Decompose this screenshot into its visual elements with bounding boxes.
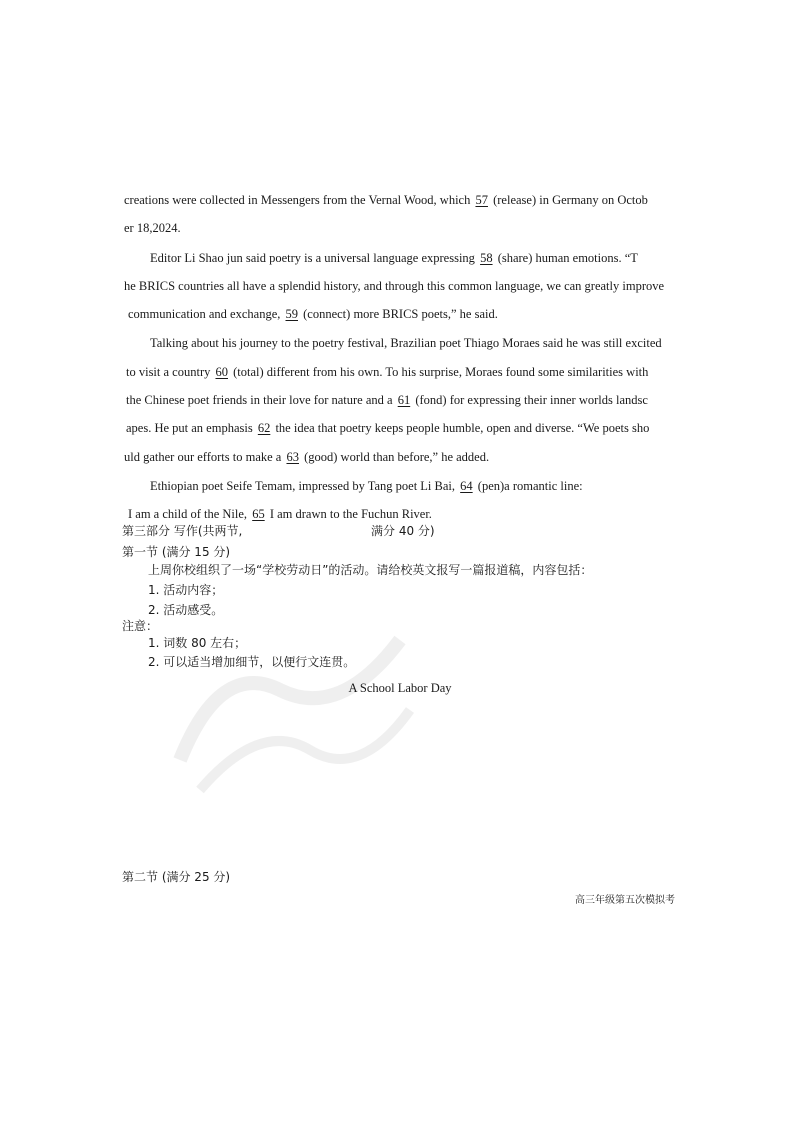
section2-heading: 第二节 (满分 25 分) [122, 870, 231, 884]
note-item-2: 2. 可以适当增加细节，以便行文连贯。 [148, 655, 356, 669]
passage-text: (fond) for expressing their inner worlds landsc [412, 393, 648, 407]
passage-text: to visit a country [126, 365, 214, 379]
passage-line-8 [126, 392, 648, 408]
blank-60[interactable]: 60 [215, 365, 228, 379]
blank-65[interactable]: 65 [252, 507, 265, 521]
passage-line-4: he BRICS countries all have a splendid history, and through this common language, we can greatly improve [124, 279, 665, 293]
blank-57[interactable]: 57 [475, 193, 488, 207]
passage-text: (connect) more BRICS poets,” he said. [300, 307, 498, 321]
passage-line-2: er 18,2024. [124, 221, 181, 235]
writing-prompt: 上周你校组织了一场“学校劳动日”的活动。请给校英文报写一篇报道稿，内容包括： [148, 563, 593, 577]
essay-title: A School Labor Day [348, 681, 452, 695]
blank-61[interactable]: 61 [397, 393, 411, 407]
passage-text: (good) world than before,” he added. [300, 450, 490, 464]
blank-64[interactable]: 64 [460, 479, 473, 493]
blank-58[interactable]: 58 [480, 251, 493, 265]
passage-line-11 [150, 478, 583, 494]
passage-text: the Chinese poet friends in their love for nature and a [126, 393, 396, 407]
passage-text: (release) in Germany on Octob [489, 193, 648, 207]
passage-text: (share) human emotions. “T [494, 251, 638, 265]
part3-heading: 第三部分 写作(共两节, [122, 524, 243, 538]
passage-line-12 [128, 506, 432, 522]
passage-text: uld gather our efforts to make a [124, 450, 285, 464]
exam-label: 高三年级第五次模拟考 [575, 895, 675, 906]
essay-writing-area[interactable] [122, 705, 682, 855]
passage-text: Ethiopian poet Seife Temam, impressed by Tang poet Li Bai, [150, 479, 459, 493]
section1-heading: 第一节 (满分 15 分) [122, 545, 231, 559]
passage-line-3 [150, 250, 638, 266]
passage-line-9 [126, 420, 649, 436]
passage-text: (pen)a romantic line: [474, 479, 583, 493]
passage-text: I am drawn to the Fuchun River. [266, 507, 432, 521]
note-item-1: 1. 词数 80 左右； [148, 636, 247, 650]
passage-text: (total) different from his own. To his surprise, Moraes found some similarities with [230, 365, 649, 379]
passage-line-10 [124, 449, 489, 465]
blank-63[interactable]: 63 [286, 450, 299, 464]
passage-line-7 [126, 364, 648, 380]
passage-line-5 [128, 306, 498, 322]
passage-text: the idea that poetry keeps people humble, open and diverse. “We poets sho [272, 421, 650, 435]
passage-text: Editor Li Shao jun said poetry is a universal language expressing [150, 251, 479, 265]
passage-text: I am a child of the Nile, [128, 507, 251, 521]
passage-line-1 [124, 192, 648, 208]
prompt-item-2: 2. 活动感受。 [148, 603, 224, 617]
blank-62[interactable]: 62 [257, 421, 271, 435]
prompt-item-1: 1. 活动内容； [148, 583, 224, 597]
blank-59[interactable]: 59 [285, 307, 298, 321]
note-heading: 注意： [122, 619, 159, 633]
part3-score: 满分 40 分) [371, 524, 435, 538]
passage-text: communication and exchange, [128, 307, 284, 321]
passage-line-6: Talking about his journey to the poetry festival, Brazilian poet Thiago Moraes said he was still excited [150, 336, 662, 350]
passage-text: creations were collected in Messengers from the Vernal Wood, which [124, 193, 474, 207]
passage-text: apes. He put an emphasis [126, 421, 256, 435]
